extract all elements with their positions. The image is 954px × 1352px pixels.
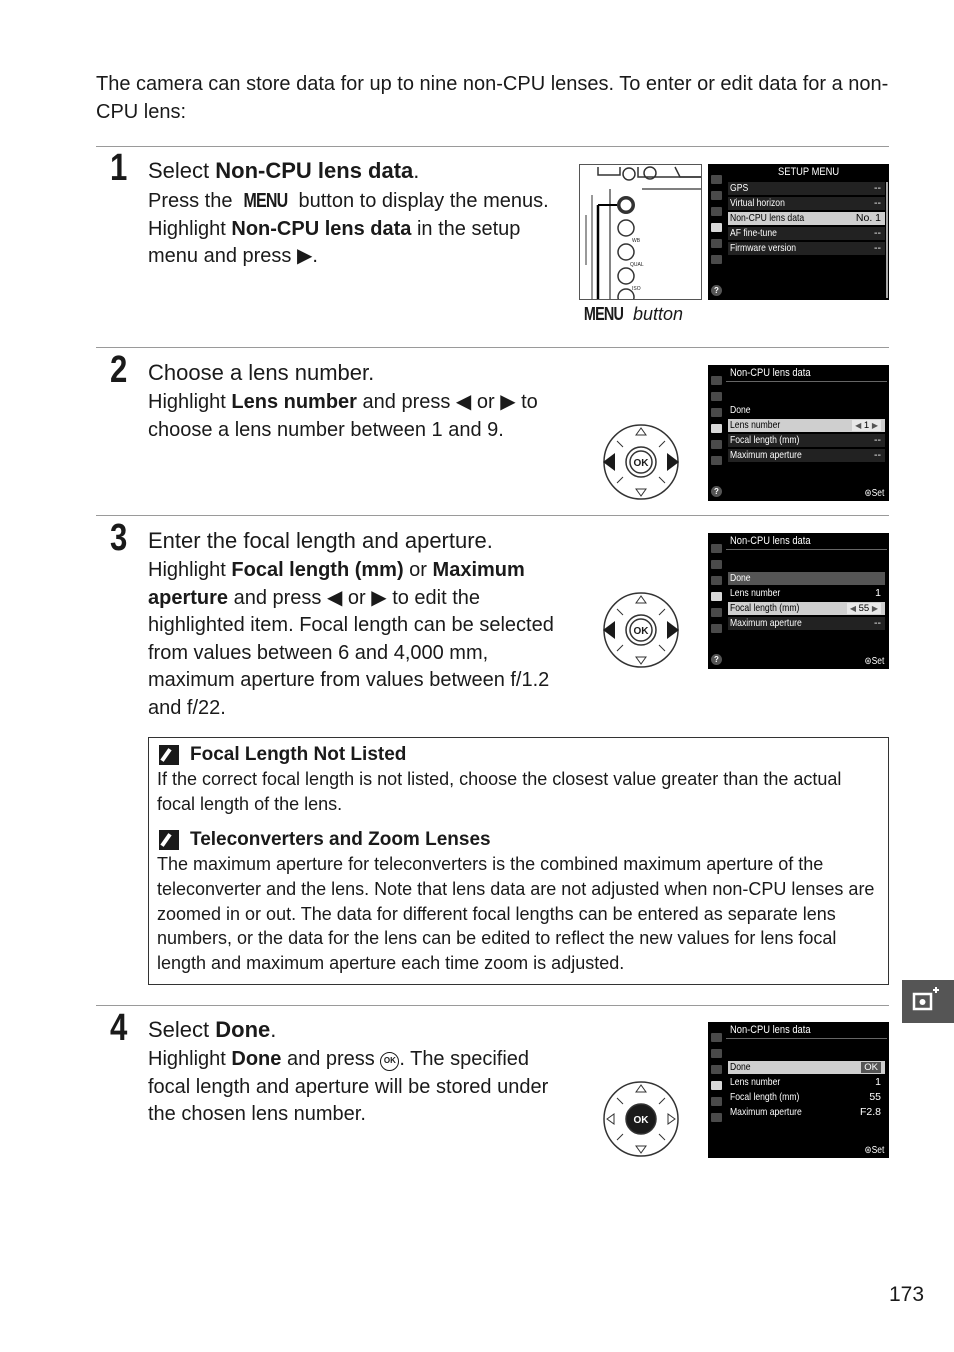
focal-length-value: ◀ 55 ▶ [847,603,881,614]
ok-button-glyph: OK [380,1052,399,1071]
note-box [148,737,889,985]
pencil-icon [711,207,722,216]
camera-icon [711,560,722,569]
ok-set-icon: ⊛ [864,656,872,667]
section-divider [96,347,889,348]
step-number: 1 [110,147,128,189]
arrow-left-icon: ◀ [855,421,862,430]
camera-screen-done [708,1022,889,1158]
menu-row: Lens number 1 [730,1076,881,1088]
multi-selector-left-right [601,590,681,670]
menu-row: GPS -- [728,182,885,195]
playback-icon [711,1033,722,1042]
help-icon: ? [711,486,722,497]
pencil-icon [711,408,722,417]
lens-number-value: ◀ 1 ▶ [852,420,881,431]
iso-label: ISO [632,286,641,292]
screen-divider [726,1038,887,1039]
note-pencil-icon [159,830,179,850]
ok-set-icon: ⊛ [864,488,872,499]
playback-icon [711,544,722,553]
wrench-icon [711,1081,722,1090]
step-title: Select Done. [148,1017,277,1042]
menu-row: AF fine-tune -- [728,227,885,240]
camera-icon [711,392,722,401]
screen-title: Non-CPU lens data [730,1024,811,1036]
wb-label: WB [632,238,641,244]
menu-button-caption: MENU button [583,304,684,324]
menu-row: Maximum aperture -- [728,617,885,630]
step-title: Select Non-CPU lens data. [148,158,420,183]
camera-screen-focal-length [708,533,889,669]
note-pencil-icon [159,745,179,765]
camera-icon [711,1049,722,1058]
my-menu-icon [711,624,722,633]
arrow-left-icon: ◀ [849,604,856,613]
multi-selector-left-right [601,422,681,502]
ok-button-label: OK [633,458,649,469]
menu-sidebar [708,1022,726,1158]
section-divider [96,515,889,516]
screen-title: SETUP MENU [778,166,840,178]
multi-selector-ok [601,1079,681,1159]
step-number: 2 [110,349,128,391]
my-menu-icon [711,1113,722,1122]
retouch-icon [711,440,722,449]
playback-icon [711,376,722,385]
menu-row: Focal length (mm) 55 [730,1091,881,1103]
menu-sidebar [708,164,726,300]
screen-divider [726,381,887,382]
set-label: ⊛Set [864,656,884,667]
camera-screen-lens-number [708,365,889,501]
menu-row-selected: Lens number ◀ 1 ▶ [728,419,885,432]
scrollbar [886,182,888,298]
step-number: 3 [110,517,128,559]
note-heading: Focal Length Not Listed [159,743,406,767]
menu-row-selected: Done OK [728,1061,885,1074]
menu-row-selected: Focal length (mm) ◀ 55 ▶ [728,602,885,615]
camera-back-illustration [579,164,702,300]
arrow-right-icon: ▶ [871,421,878,430]
menu-row: Maximum aperture -- [728,449,885,462]
playback-icon [711,175,722,184]
setup-menu-tab-icon [902,980,954,1023]
step-body: Press the MENU button to display the menus. Highlight Non-CPU lens data in the setup menu and press ▶. [148,190,549,267]
step-body: Highlight Focal length (mm) or Maximum aperture and press ◀ or ▶ to edit the highlighted item. Focal length can be selected from values between 6 and 4,000 mm, maximum aperture from values between f/1.2 and f/22. [148,559,554,719]
section-divider [96,1005,889,1006]
screen-title: Non-CPU lens data [730,367,811,379]
set-label: ⊛Set [864,488,884,499]
menu-sidebar [708,365,726,501]
wrench-icon [711,424,722,433]
ok-button-label: OK [633,626,649,637]
section-tab [902,980,954,1023]
camera-icon [711,191,722,200]
note-text: If the correct focal length is not listed, choose the closest value greater than the actual focal length of the lens. [157,769,842,814]
camera-body-icon [580,165,701,299]
ok-set-icon: ⊛ [864,1145,872,1156]
my-menu-icon [711,456,722,465]
step-body: Highlight Done and press OK . The specified focal length and aperture will be stored under the chosen lens number. [148,1048,549,1125]
retouch-icon [711,608,722,617]
step-title: Choose a lens number. [148,360,375,385]
menu-button-glyph: MENU [243,190,288,212]
menu-row: Virtual horizon -- [728,197,885,210]
camera-screen-setup-menu [708,164,889,300]
section-divider [96,146,889,147]
menu-row: Lens number 1 [730,587,881,599]
pencil-icon [711,576,722,585]
help-icon: ? [711,654,722,665]
menu-sidebar [708,533,726,669]
arrow-right-icon: ▶ [871,604,878,613]
intro-text: The camera can store data for up to nine non-CPU lenses. To enter or edit data for a non-CPU lens: [96,73,889,123]
wrench-icon [711,592,722,601]
menu-row: Done [730,404,751,416]
step-body: Highlight Lens number and press ◀ or ▶ to choose a lens number between 1 and 9. [148,391,538,441]
retouch-icon [711,1097,722,1106]
set-label: ⊛Set [864,1145,884,1156]
note-heading: Teleconverters and Zoom Lenses [159,828,491,852]
menu-row-selected: Non-CPU lens data No. 1 [728,212,885,225]
screen-divider [726,549,887,550]
my-menu-icon [711,255,722,264]
help-icon: ? [711,285,722,296]
menu-row: Done [728,572,885,585]
step-number: 4 [110,1007,128,1049]
pencil-icon [711,1065,722,1074]
qual-label: QUAL [630,262,644,268]
menu-row: Focal length (mm) -- [728,434,885,447]
ok-button-label: OK [633,1115,649,1126]
menu-row: Firmware version -- [728,242,885,255]
page-number: 173 [889,1283,925,1306]
step-title: Enter the focal length and aperture. [148,528,493,553]
retouch-icon [711,239,722,248]
wrench-icon [711,223,722,232]
menu-row: Maximum aperture F2.8 [730,1106,881,1118]
screen-title: Non-CPU lens data [730,535,811,547]
note-text: The maximum aperture for teleconverters is the combined maximum aperture of the teleconverter and the lens. Note that lens data are not adjusted when non-CPU lenses are zoomed in or out. The data for different focal lengths can be entered as separate lens numbers, or the data for the lens can be edited to reflect the new values for lens focal length and maximum aperture each time zoom is adjusted. [157,854,875,974]
